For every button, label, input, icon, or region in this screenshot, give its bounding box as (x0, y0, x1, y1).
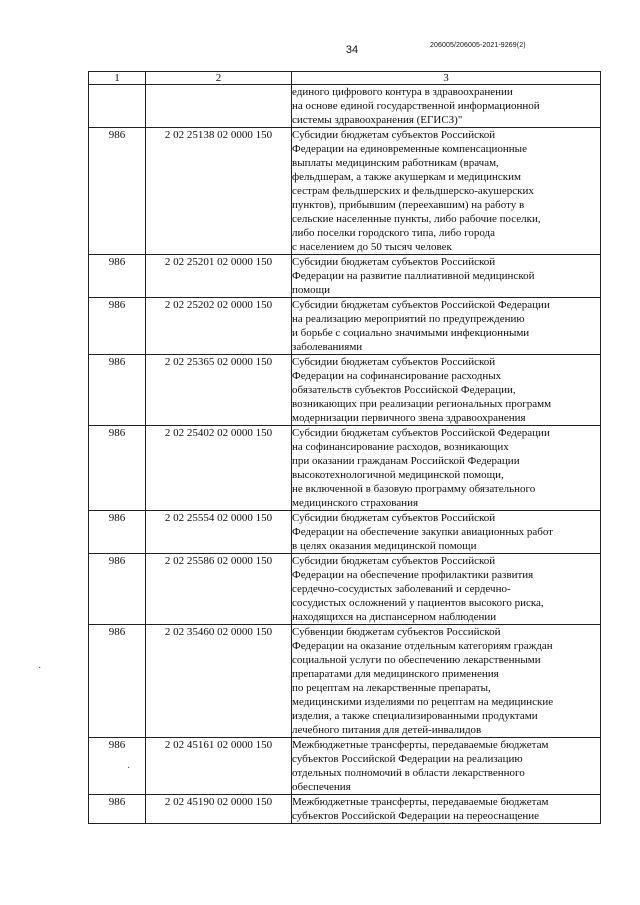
admin-code-cell: 986 (89, 255, 146, 298)
income-description-cell (292, 355, 601, 426)
table-row (89, 85, 601, 128)
description-line: сосудистых осложнений у пациентов высокого риска, (292, 597, 544, 609)
description-line: высокотехнологичной медицинской помощи, (292, 469, 504, 481)
description-line: Субсидии бюджетам субъектов Российской Федерации (292, 299, 550, 311)
table-row (89, 554, 601, 625)
description-line: по рецептам на лекарственные препараты, (292, 682, 491, 694)
description-line: отдельных полномочий в области лекарственного (292, 767, 525, 779)
description-line: системы здравоохранения (ЕГИСЗ)" (292, 114, 463, 126)
description-line: выплаты медицинским работникам (врачам, (292, 157, 499, 169)
budget-code-cell: 2 02 45190 02 0000 150 (146, 795, 292, 824)
description-line: Субсидии бюджетам субъектов Российской (292, 555, 496, 567)
description-line: фельдшерам, а также акушеркам и медицинским (292, 171, 521, 183)
admin-code-cell (89, 85, 146, 128)
table-row (89, 795, 601, 824)
admin-code-cell: 986 (89, 426, 146, 511)
budget-classification-table (88, 71, 601, 824)
budget-code-cell: 2 02 45161 02 0000 150 (146, 738, 292, 795)
table-row (89, 355, 601, 426)
description-line: возникающих при реализации региональных программ (292, 398, 552, 410)
income-description-cell (292, 511, 601, 554)
admin-code-cell: 986 (89, 554, 146, 625)
column-header-2: 2 (146, 72, 292, 85)
description-line: Субвенции бюджетам субъектов Российской (292, 626, 501, 638)
income-description-cell (292, 795, 601, 824)
description-line: и борьбе с социально значимыми инфекционными (292, 327, 530, 339)
description-line: находящихся на диспансерном наблюдении (292, 611, 497, 623)
description-line: субъектов Российской Федерации на реализацию (292, 753, 523, 765)
scan-speck: · (38, 663, 42, 674)
scan-speck: · (127, 763, 131, 774)
admin-code-cell: 986 (89, 298, 146, 355)
description-line: обязательств субъектов Российской Федерации, (292, 384, 516, 396)
description-line: в целях оказания медицинской помощи (292, 540, 477, 552)
description-line: сестрам фельдшерских и фельдшерско-акушерских (292, 185, 534, 197)
description-line: Федерации на обеспечение профилактики развития (292, 569, 534, 581)
description-line: на софинансирование расходов, возникающих (292, 441, 509, 453)
income-description-cell (292, 85, 601, 128)
description-line: либо поселки городского типа, либо города (292, 227, 496, 239)
description-line: медицинского страхования (292, 497, 419, 509)
table-header-row (89, 72, 601, 85)
description-line: на реализацию мероприятий по предупреждению (292, 313, 525, 325)
description-line: Межбюджетные трансферты, передаваемые бюджетам (292, 739, 549, 751)
budget-code-cell: 2 02 25586 02 0000 150 (146, 554, 292, 625)
description-line: не включенной в базовую программу обязательного (292, 483, 536, 495)
budget-code-cell: 2 02 35460 02 0000 150 (146, 625, 292, 738)
income-description-cell (292, 128, 601, 255)
column-header-1: 1 (89, 72, 146, 85)
description-line: помощи (292, 284, 330, 296)
description-line: Субсидии бюджетам субъектов Российской (292, 356, 496, 368)
admin-code-cell: 986 (89, 355, 146, 426)
description-line: социальной услуги по обеспечению лекарственными (292, 654, 541, 666)
description-line: Федерации на развитие паллиативной медицинской (292, 270, 535, 282)
table-row (89, 625, 601, 738)
budget-code-cell: 2 02 25201 02 0000 150 (146, 255, 292, 298)
description-line: Субсидии бюджетам субъектов Российской (292, 256, 496, 268)
income-description-cell (292, 426, 601, 511)
income-description-cell (292, 625, 601, 738)
budget-code-cell: 2 02 25365 02 0000 150 (146, 355, 292, 426)
description-line: Субсидии бюджетам субъектов Российской (292, 512, 496, 524)
description-line: изделия, а также специализированными продуктами (292, 710, 538, 722)
description-line: Федерации на оказание отдельным категориям граждан (292, 640, 553, 652)
income-description-cell (292, 738, 601, 795)
description-line: Субсидии бюджетам субъектов Российской (292, 129, 496, 141)
description-line: с населением до 50 тысяч человек (292, 241, 452, 253)
budget-code-cell: 2 02 25402 02 0000 150 (146, 426, 292, 511)
budget-code-cell (146, 85, 292, 128)
document-code: 206005/206005-2021-9269(2) (430, 42, 526, 49)
budget-code-cell: 2 02 25554 02 0000 150 (146, 511, 292, 554)
description-line: Федерации на единовременные компенсационные (292, 143, 527, 155)
column-header-3: 3 (292, 72, 601, 85)
table-row (89, 255, 601, 298)
admin-code-cell: 986 (89, 795, 146, 824)
table-row (89, 128, 601, 255)
description-line: модернизации первичного звена здравоохранения (292, 412, 526, 424)
page-number: 34 (345, 44, 359, 56)
budget-code-cell: 2 02 25138 02 0000 150 (146, 128, 292, 255)
income-description-cell (292, 554, 601, 625)
description-line: обеспечения (292, 781, 351, 793)
admin-code-cell: 986 (89, 511, 146, 554)
description-line: сердечно-сосудистых заболеваний и сердечно- (292, 583, 511, 595)
admin-code-cell: 986 (89, 625, 146, 738)
description-line: Субсидии бюджетам субъектов Российской Федерации (292, 427, 550, 439)
description-line: Межбюджетные трансферты, передаваемые бюджетам (292, 796, 549, 808)
description-line: единого цифрового контура в здравоохранении (292, 86, 513, 98)
table-row (89, 298, 601, 355)
description-line: при оказании гражданам Российской Федерации (292, 455, 520, 467)
description-line: пунктов), прибывшим (переехавшим) на работу в (292, 199, 525, 211)
table-row (89, 511, 601, 554)
budget-code-cell: 2 02 25202 02 0000 150 (146, 298, 292, 355)
table-row (89, 738, 601, 795)
description-line: заболеваниями (292, 341, 363, 353)
description-line: сельские населенные пункты, либо рабочие поселки, (292, 213, 541, 225)
description-line: субъектов Российской Федерации на переоснащение (292, 810, 540, 822)
description-line: лечебного питания для детей-инвалидов (292, 724, 482, 736)
description-line: на основе единой государственной информационной (292, 100, 540, 112)
table-row (89, 426, 601, 511)
description-line: Федерации на обеспечение закупки авиационных работ (292, 526, 553, 538)
income-description-cell (292, 298, 601, 355)
description-line: Федерации на софинансирование расходных (292, 370, 502, 382)
description-line: препаратами для медицинского применения (292, 668, 499, 680)
admin-code-cell: 986 (89, 128, 146, 255)
description-line: медицинскими изделиями по рецептам на медицинские (292, 696, 554, 708)
income-description-cell (292, 255, 601, 298)
admin-code-cell: 986 (89, 738, 146, 795)
